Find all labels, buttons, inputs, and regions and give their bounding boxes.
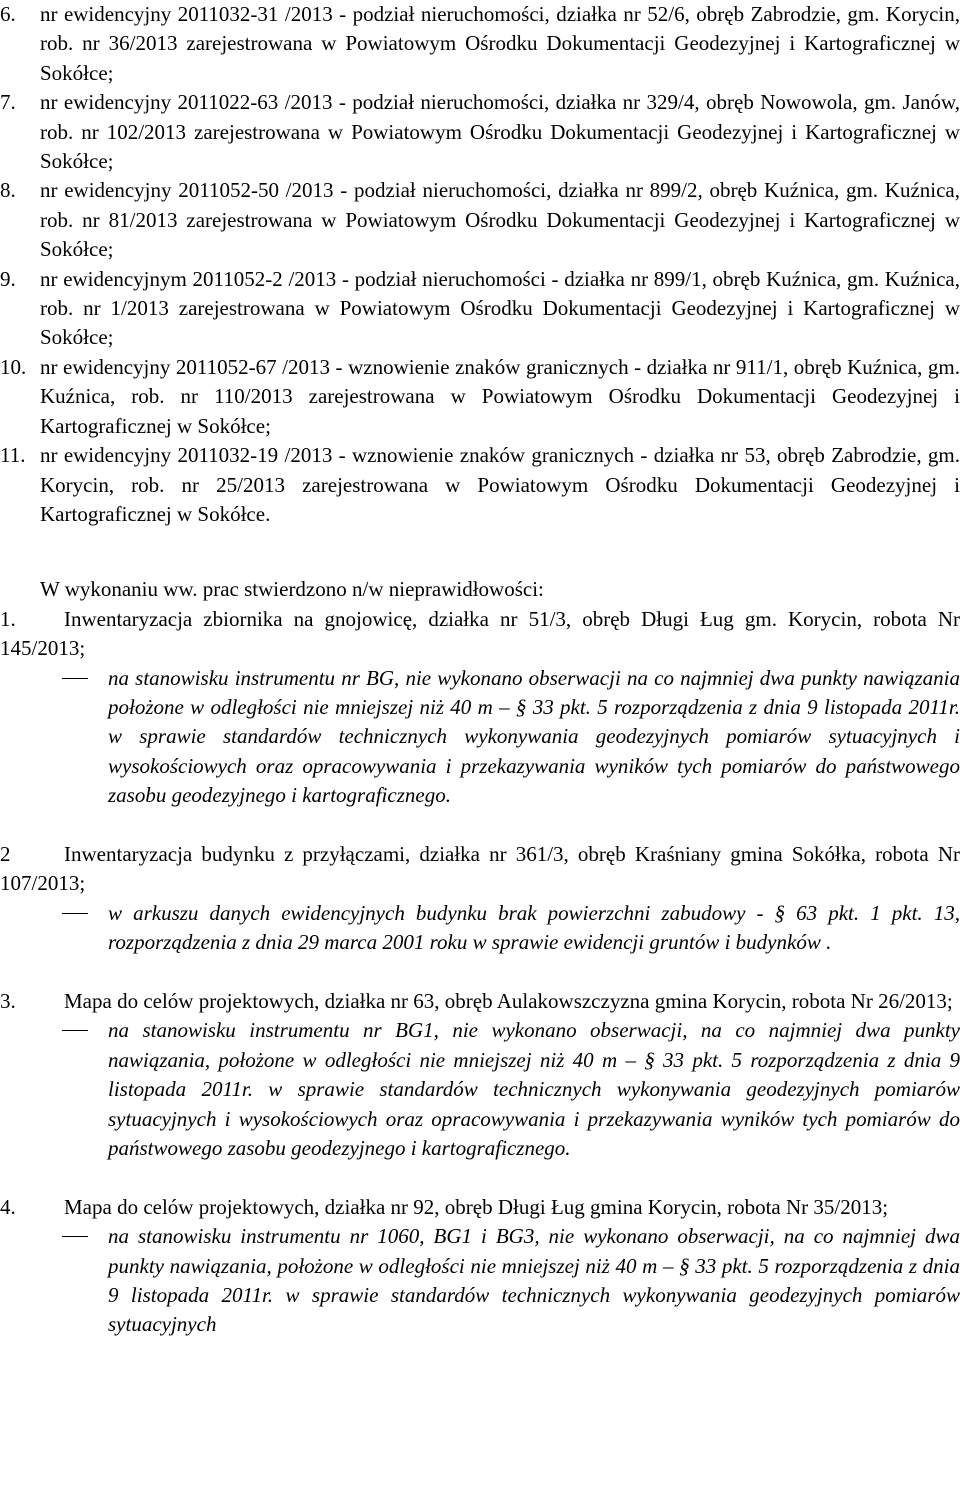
- item-number: 11.: [0, 443, 26, 468]
- finding-number: 3.: [0, 988, 16, 1013]
- finding-item: [0, 987, 960, 1163]
- section-gap: [0, 529, 960, 575]
- item-number: 9.: [0, 266, 16, 291]
- dash-icon: [62, 1030, 88, 1031]
- finding-text: Inwentaryzacja budynku z przyłączami, działka nr 361/3, obręb Kraśniany gmina Sokółka, robota Nr 107/2013;: [0, 841, 960, 896]
- item-number: 10.: [0, 354, 27, 379]
- finding-dash-text: na stanowisku instrumentu nr 1060, BG1 i BG3, nie wykonano obserwacji, na co najmniej dwa punkty nawiązania, położone w odległości nie mniejszej niż 40 m – § 33 pkt. 5 rozporządzenia z dnia 9 listopada 2011r. w sprawie standardów technicznych wykonywania geodezyjnych pomiarów sytuacyjnych: [108, 1224, 960, 1337]
- item-text: nr ewidencyjny 2011022-63 /2013 - podział nieruchomości, działka nr 329/4, obręb Nowowola, gm. Janów, rob. nr 102/2013 zarejestrowana w Powiatowym Ośrodku Dokumentacji Geodezyjnej i Kartograficznej w Sokółce;: [40, 90, 960, 174]
- list-item: [0, 265, 960, 353]
- finding-dash-item: [0, 899, 960, 958]
- registration-list: [0, 0, 960, 529]
- finding-dash-text: w arkuszu danych ewidencyjnych budynku brak powierzchni zabudowy - § 63 pkt. 1 pkt. 13, rozporządzenia z dnia 29 marca 2001 roku w sprawie ewidencji gruntów i budynków .: [108, 900, 960, 955]
- finding-dash-item: [0, 1016, 960, 1163]
- finding-dash-item: [0, 664, 960, 811]
- paragraph-gap: [0, 958, 960, 987]
- finding-text: Mapa do celów projektowych, działka nr 92, obręb Długi Ług gmina Korycin, robota Nr 35/2013;: [64, 1194, 889, 1219]
- item-text: nr ewidencyjny 2011052-50 /2013 - podział nieruchomości, działka nr 899/2, obręb Kuźnica, gm. Kuźnica, rob. nr 81/2013 zarejestrowana w Powiatowym Ośrodku Dokumentacji Geodezyjnej i Kartograficznej w Sokółce;: [40, 178, 960, 262]
- finding-item: [0, 605, 960, 811]
- item-text: nr ewidencyjny 2011032-19 /2013 - wznowienie znaków granicznych - działka nr 53, obręb Zabrodzie, gm. Korycin, rob. nr 25/2013 zarejestrowana w Powiatowym Ośrodku Dokumentacji Geodezyjnej i Kartograficznej w Sokółce.: [40, 443, 960, 526]
- finding-item: [0, 840, 960, 958]
- dash-icon: [62, 1236, 88, 1237]
- finding-text: Mapa do celów projektowych, działka nr 63, obręb Aulakowszczyzna gmina Korycin, robota Nr 26/2013;: [64, 988, 953, 1013]
- item-number: 6.: [0, 2, 16, 26]
- paragraph-gap: [0, 1163, 960, 1192]
- finding-item: [0, 1193, 960, 1340]
- paragraph-gap: [0, 811, 960, 840]
- item-number: 8.: [0, 178, 16, 203]
- dash-icon: [62, 913, 88, 914]
- item-text: nr ewidencyjny 2011052-67 /2013 - wznowienie znaków granicznych - działka nr 911/1, obręb Kuźnica, gm. Kuźnica, rob. nr 110/2013 zarejestrowana w Powiatowym Ośrodku Dokumentacji Geodezyjnej i Kartograficznej w Sokółce;: [40, 354, 960, 438]
- list-item: [0, 0, 960, 88]
- finding-dash-text: na stanowisku instrumentu nr BG, nie wykonano obserwacji na co najmniej dwa punkty nawiązania położone w odległości nie mniejszej niż 40 m – § 33 pkt. 5 rozporządzenia z dnia 9 listopada 2011r. w sprawie standardów technicznych wykonywania geodezyjnych pomiarów sytuacyjnych i wysokościowych oraz opracowywania i przekazywania wyników tych pomiarów do państwowego zasobu geodezyjnego i kartograficznego.: [108, 665, 960, 808]
- item-text: nr ewidencyjnym 2011052-2 /2013 - podział nieruchomości - działka nr 899/1, obręb Kuźnica, gm. Kuźnica, rob. nr 1/2013 zarejestrowana w Powiatowym Ośrodku Dokumentacji Geodezyjnej i Kartograficznej w Sokółce;: [40, 266, 960, 350]
- list-item: [0, 353, 960, 441]
- finding-number: 2: [0, 841, 11, 866]
- list-item: [0, 88, 960, 176]
- finding-dash-text: na stanowisku instrumentu nr BG1, nie wykonano obserwacji, na co najmniej dwa punkty nawiązania, położone w odległości nie mniejszej niż 40 m – § 33 pkt. 5 rozporządzenia z dnia 9 listopada 2011r. w sprawie standardów technicznych wykonywania geodezyjnych pomiarów sytuacyjnych i wysokościowych oraz opracowywania i przekazywania wyników tych pomiarów do państwowego zasobu geodezyjnego i kartograficznego.: [108, 1018, 960, 1160]
- list-item: [0, 441, 960, 529]
- finding-number: 4.: [0, 1194, 16, 1219]
- findings-heading: W wykonaniu ww. prac stwierdzono n/w nieprawidłowości:: [40, 577, 544, 602]
- finding-dash-item: [0, 1222, 960, 1340]
- item-text: nr ewidencyjny 2011032-31 /2013 - podział nieruchomości, działka nr 52/6, obręb Zabrodzie, gm. Korycin, rob. nr 36/2013 zarejestrowana w Powiatowym Ośrodku Dokumentacji Geodezyjnej i Kartograficznej w Sokółce;: [40, 2, 960, 85]
- finding-number: 1.: [0, 606, 16, 631]
- dash-icon: [62, 678, 88, 679]
- list-item: [0, 176, 960, 264]
- item-number: 7.: [0, 90, 16, 115]
- finding-text: Inwentaryzacja zbiornika na gnojowicę, działka nr 51/3, obręb Długi Ług gm. Korycin, robota Nr 145/2013;: [0, 606, 960, 661]
